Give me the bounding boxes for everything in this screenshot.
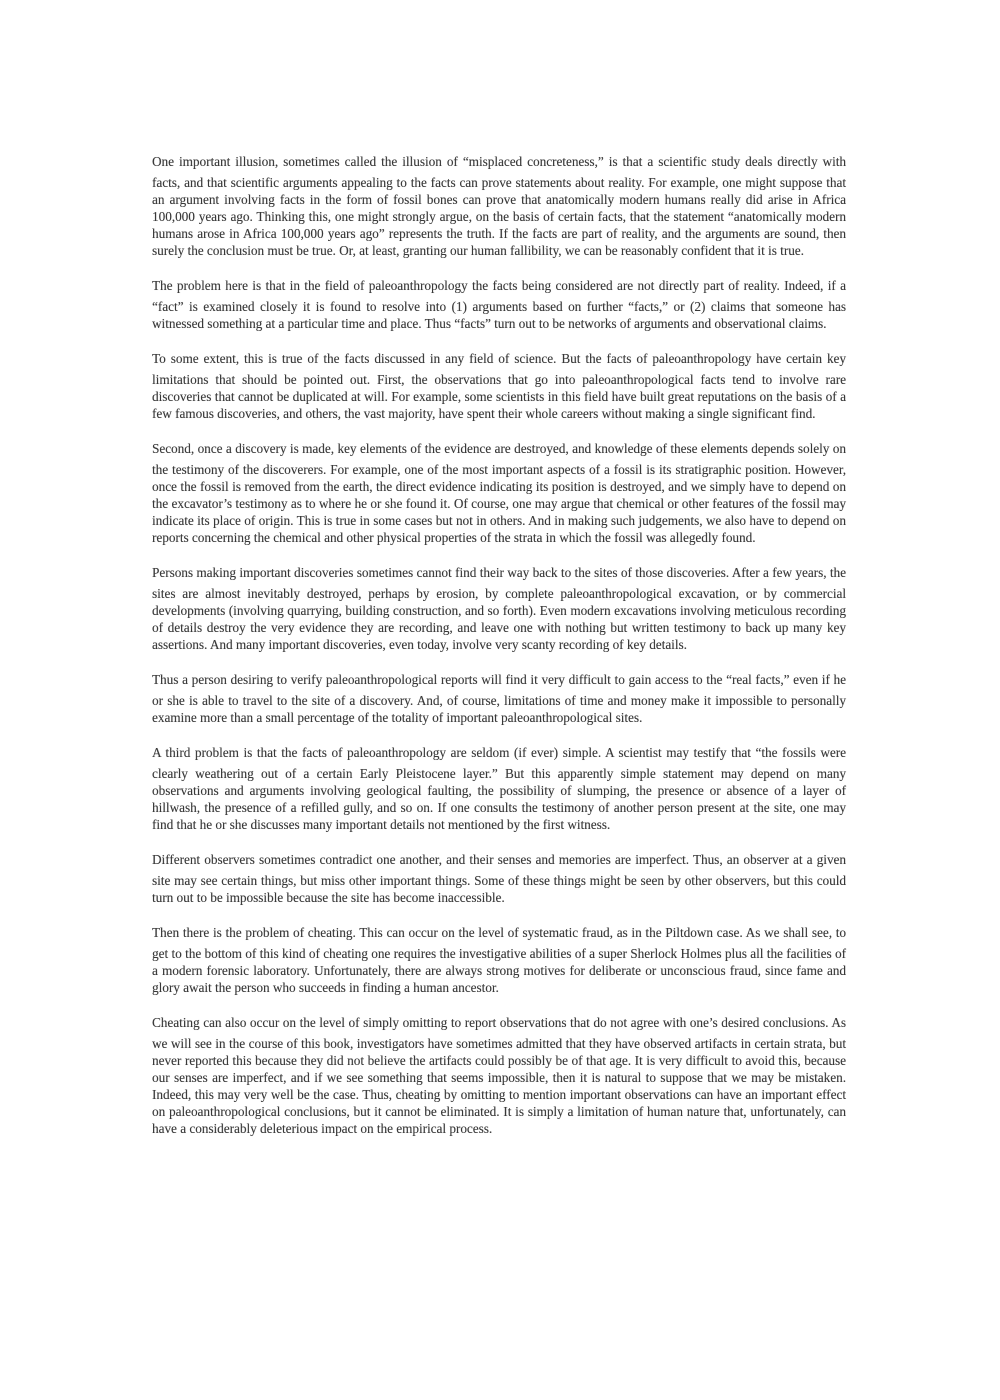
paragraph-third-problem: A third problem is that the facts of paleoanthropology are seldom (if ever) simple. A scientist may testify that “the fossils were clearly weathering out of a certain Early Pleistocene layer.” But this apparently simple statement may depend on many observations and arguments involving geological faulting, the possibility of slumping, the presence or absence of a layer of hillwash, the presence of a refilled gully, and so on. If one consults the testimony of another person present at the site, one may find that he or she discusses many important details not mentioned by the first witness.: [152, 745, 846, 832]
paragraph-key-limitations: To some extent, this is true of the facts discussed in any field of science. But the facts of paleoanthropology have certain key limitations that should be pointed out. First, the observations that go into paleoanthropological facts tend to involve rare discoveries that cannot be duplicated at will. For example, some scientists in this field have built great reputations on the basis of a few famous discoveries, and others, the vast majority, have spent their whole careers without making a single significant find.: [152, 351, 846, 421]
paragraph-omitting-observations: Cheating can also occur on the level of simply omitting to report observations that do not agree with one’s desired conclusions. As we will see in the course of this book, investigators have sometimes admitted that they have observed artifacts in certain strata, but never reported this because they did not believe the artifacts could possibly be of that age. It is very difficult to avoid this, because our senses are imperfect, and if we see something that seems impossible, then it is natural to suppose that we may be mistaken. Indeed, this may very well be the case. Thus, cheating by omitting to mention important observations can have an important effect on paleoanthropological conclusions, but it cannot be eliminated. It is simply a limitation of human nature that, unfortunately, can have a considerably deleterious impact on the empirical process.: [152, 1015, 846, 1136]
paragraph-observers-contradict: Different observers sometimes contradict one another, and their senses and memories are imperfect. Thus, an observer at a given site may see certain things, but miss other important things. Some of these things might be seen by other observers, but this could turn out to be impossible because the site has become inaccessible.: [152, 852, 846, 905]
paragraph-problem-of-cheating: Then there is the problem of cheating. This can occur on the level of systematic fraud, as in the Piltdown case. As we shall see, to get to the bottom of this kind of cheating one requires the investigative abilities of a super Sherlock Holmes plus all the facilities of a modern forensic laboratory. Unfortunately, there are always strong motives for deliberate or unconscious fraud, since fame and glory await the person who succeeds in finding a human ancestor.: [152, 925, 846, 995]
document-text-block: [152, 149, 846, 1151]
paragraph-evidence-destroyed: Second, once a discovery is made, key elements of the evidence are destroyed, and knowledge of these elements depends solely on the testimony of the discoverers. For example, one of the most important aspects of a fossil is its stratigraphic position. However, once the fossil is removed from the earth, the direct evidence indicating its position is destroyed, and we simply have to depend on the excavator’s testimony as to where he or she found it. Of course, one may argue that chemical or other features of the fossil may indicate its place of origin. This is true in some cases but not in others. And in making such judgements, we also have to depend on reports concerning the chemical and other physical properties of the strata in which the fossil was allegedly found.: [152, 441, 846, 545]
paragraph-sites-destroyed: Persons making important discoveries sometimes cannot find their way back to the sites of those discoveries. After a few years, the sites are almost inevitably destroyed, perhaps by erosion, by complete paleoanthropological excavation, or by commercial developments (involving quarrying, building construction, and so forth). Even modern excavations involving meticulous recording of details destroy the very evidence they are recording, and leave one with nothing but written testimony to back up many key assertions. And many important discoveries, even today, involve very scanty recording of key details.: [152, 565, 846, 652]
paragraph-verify-reports: Thus a person desiring to verify paleoanthropological reports will find it very difficult to gain access to the “real facts,” even if he or she is able to travel to the site of a discovery. And, of course, limitations of time and money make it impossible to personally examine more than a small percentage of the totality of important paleoanthropological sites.: [152, 672, 846, 725]
paragraph-facts-not-reality: The problem here is that in the field of paleoanthropology the facts being considered are not directly part of reality. Indeed, if a “fact” is examined closely it is found to resolve into (1) arguments based on further “facts,” or (2) claims that someone has witnessed something at a particular time and place. Thus “facts” turn out to be networks of arguments and observational claims.: [152, 278, 846, 331]
paragraph-misplaced-concreteness: One important illusion, sometimes called the illusion of “misplaced concreteness,” is that a scientific study deals directly with facts, and that scientific arguments appealing to the facts can prove statements about reality. For example, one might suppose that an argument involving facts in the form of fossil bones can prove that anatomically modern humans really did arise in Africa 100,000 years ago. Thinking this, one might strongly argue, on the basis of certain facts, that the statement “anatomically modern humans arose in Africa 100,000 years ago” represents the truth. If the facts are part of reality, and the arguments are sound, then surely the conclusion must be true. Or, at least, granting our human fallibility, we can be reasonably confident that it is true.: [152, 154, 846, 258]
